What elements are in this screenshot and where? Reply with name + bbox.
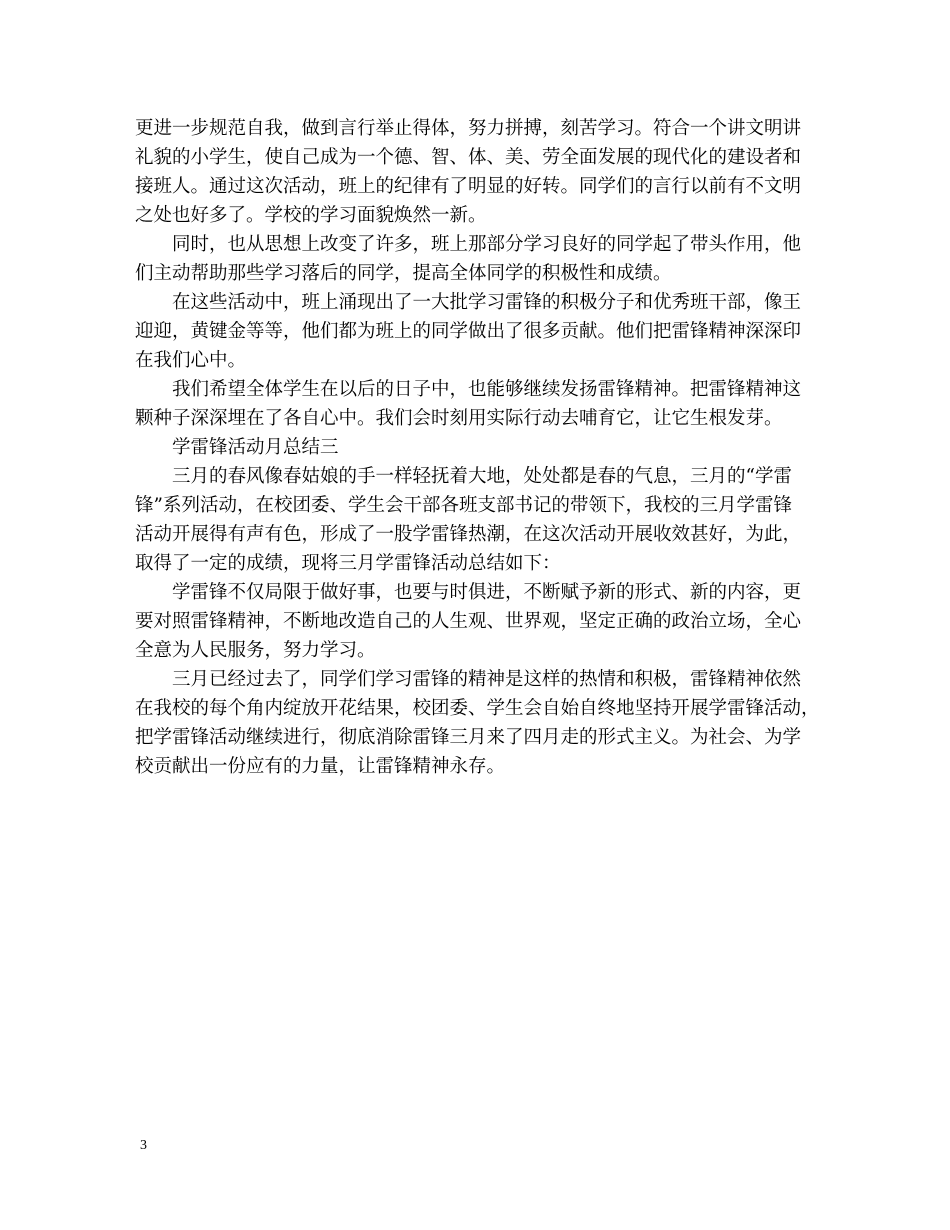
text-line: 要对照雷锋精神，不断地改造自己的人生观、世界观，坚定正确的政治立场，全心 [135, 611, 802, 632]
paragraph-start-line: 我们希望全体学生在以后的日子中，也能够继续发扬雷锋精神。把雷锋精神这 [172, 379, 802, 400]
document-body [135, 114, 820, 781]
paragraph-start-line: 在这些活动中，班上涌现出了一大批学习雷锋的积极分子和优秀班干部，像王 [172, 292, 802, 313]
text-line: 颗种子深深埋在了各自心中。我们会时刻用实际行动去哺育它，让它生根发芽。 [135, 408, 783, 429]
text-line: 在我们心中。 [135, 350, 247, 371]
text-line: 锋”系列活动，在校团委、学生会干部各班支部书记的带领下，我校的三月学雷锋 [135, 495, 792, 516]
text-line: 在我校的每个角内绽放开花结果，校团委、学生会自始自终地坚持开展学雷锋活动， [135, 698, 820, 719]
paragraph-start-line: 三月的春风像春姑娘的手一样轻抚着大地，处处都是春的气息，三月的“学雷 [172, 466, 792, 487]
paragraph-start-line: 同时，也从思想上改变了许多，班上那部分学习良好的同学起了带头作用，他 [172, 234, 802, 255]
paragraph-start-line: 三月已经过去了，同学们学习雷锋的精神是这样的热情和积极，雷锋精神依然 [172, 669, 802, 690]
page-number: 3 [140, 1138, 147, 1153]
text-line: 全意为人民服务，努力学习。 [135, 640, 376, 661]
text-line: 之处也好多了。学校的学习面貌焕然一新。 [135, 205, 487, 226]
text-line: 迎迎，黄键金等等，他们都为班上的同学做出了很多贡献。他们把雷锋精神深深印 [135, 321, 802, 342]
text-line: 活动开展得有声有色，形成了一股学雷锋热潮，在这次活动开展收效甚好，为此， [135, 524, 802, 545]
text-line: 把学雷锋活动继续进行，彻底消除雷锋三月来了四月走的形式主义。为社会、为学 [135, 727, 802, 748]
text-line: 取得了一定的成绩，现将三月学雷锋活动总结如下： [135, 553, 561, 574]
text-line: 校贡献出一份应有的力量，让雷锋精神永存。 [135, 756, 506, 777]
text-line: 们主动帮助那些学习落后的同学，提高全体同学的积极性和成绩。 [135, 263, 672, 284]
text-line: 接班人。通过这次活动，班上的纪律有了明显的好转。同学们的言行以前有不文明 [135, 176, 802, 197]
paragraph-start-line: 学雷锋不仅局限于做好事，也要与时俱进，不断赋予新的形式、新的内容，更 [172, 582, 802, 603]
text-line: 礼貌的小学生，使自己成为一个德、智、体、美、劳全面发展的现代化的建设者和 [135, 147, 802, 168]
text-line: 更进一步规范自我，做到言行举止得体，努力拼搏，刻苦学习。符合一个讲文明讲 [135, 118, 802, 139]
section-heading: 学雷锋活动月总结三 [172, 437, 339, 458]
